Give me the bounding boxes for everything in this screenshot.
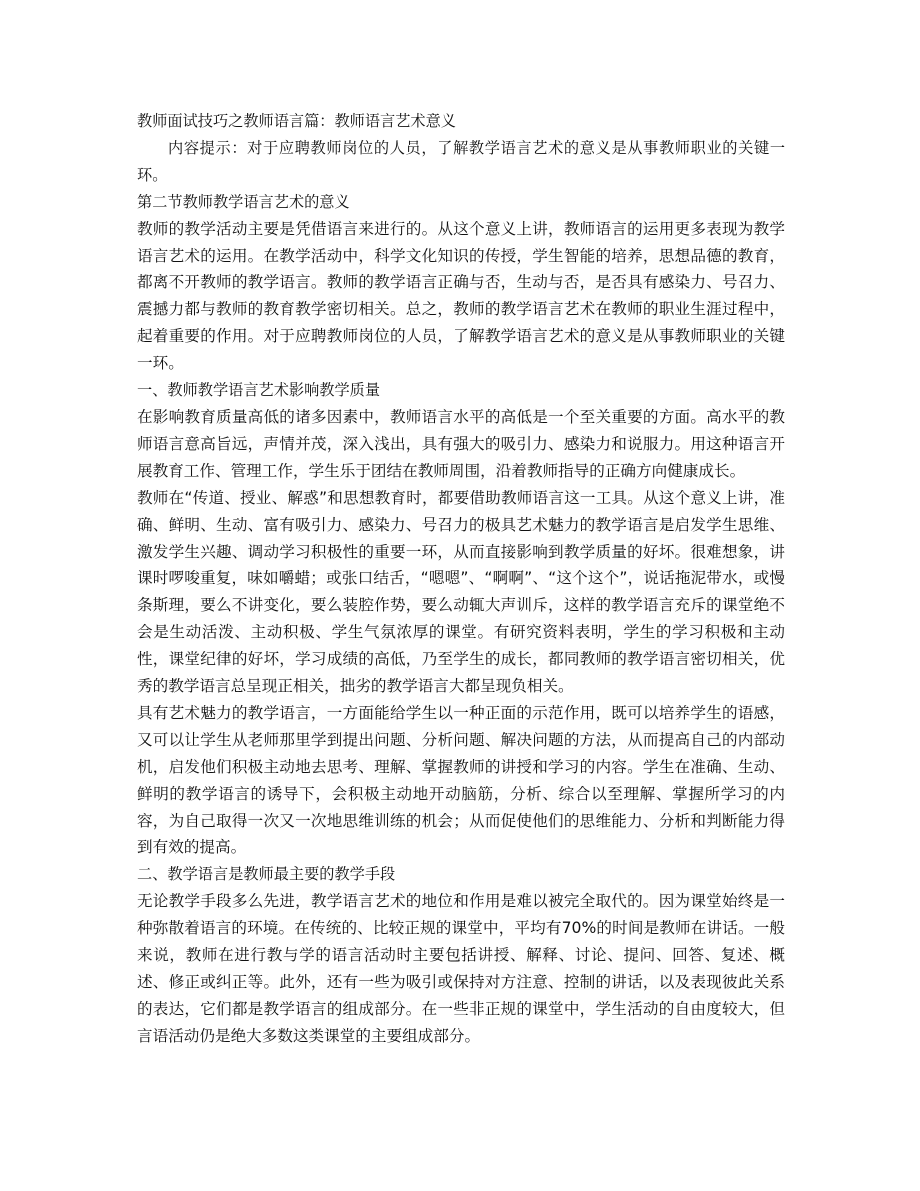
section-2-heading: 二、教学语言是教师最主要的教学手段: [137, 865, 396, 884]
content-summary: 内容提示：对于应聘教师岗位的人员，了解教学语言艺术的意义是从事教师职业的关键一环。: [137, 138, 785, 184]
section-2-paragraph-1: 无论教学手段多么先进，教学语言艺术的地位和作用是难以被完全取代的。因为课堂始终是一种弥散着语言的环境。在传统的、比较正规的课堂中，平均有70%的时间是教师在讲话。一般来说，教师在进行教与学的语言活动时主要包括讲授、解释、讨论、提问、回答、复述、概述、修正或纠正等。此外，还有一些为吸引或保持对方注意、控制的讲话，以及表现彼此关系的表达，它们都是教学语言的组成部分。在一些非正规的课堂中，学生活动的自由度较大，但言语活动仍是绝大多数这类课堂的主要组成部分。: [137, 892, 785, 1045]
document-body: [137, 108, 785, 1050]
section-1-paragraph-2: 教师在“传道、授业、解惑”和思想教育时，都要借助教师语言这一工具。从这个意义上讲，准确、鲜明、生动、富有吸引力、感染力、号召力的极具艺术魅力的教学语言是启发学生思维、激发学生兴趣、调动学习积极性的重要一环，从而直接影响到教学质量的好坏。很难想象，讲课时啰唆重复，味如嚼蜡；或张口结舌，“嗯嗯”、“啊啊”、“这个这个”，说话拖泥带水，或慢条斯理，要么不讲变化，要么装腔作势，要么动辄大声训斥，这样的教学语言充斥的课堂绝不会是生动活泼、主动积极、学生气氛浓厚的课堂。有研究资料表明，学生的学习积极和主动性，课堂纪律的好坏，学习成绩的高低，乃至学生的成长，都同教师的教学语言密切相关，优秀的教学语言总呈现正相关，拙劣的教学语言大都呈现负相关。: [137, 488, 785, 696]
document-title: 教师面试技巧之教师语言篇：教师语言艺术意义: [137, 112, 456, 130]
chapter-heading: 第二节教师教学语言艺术的意义: [137, 192, 350, 211]
intro-paragraph: 教师的教学活动主要是凭借语言来进行的。从这个意义上讲，教师语言的运用更多表现为教学语言艺术的运用。在教学活动中，科学文化知识的传授，学生智能的培养，思想品德的教育，都离不开教师的教学语言。教师的教学语言正确与否，生动与否，是否具有感染力、号召力、震撼力都与教师的教育教学密切相关。总之，教师的教学语言艺术在教师的职业生涯过程中，起着重要的作用。对于应聘教师岗位的人员，了解教学语言艺术的意义是从事教师职业的关键一环。: [137, 219, 785, 373]
section-1-heading: 一、教师教学语言艺术影响教学质量: [137, 381, 380, 400]
section-1-paragraph-3: 具有艺术魅力的教学语言，一方面能给学生以一种正面的示范作用，既可以培养学生的语感，又可以让学生从老师那里学到提出问题、分析问题、解决问题的方法，从而提高自己的内部动机，启发他们积极主动地去思考、理解、掌握教师的讲授和学习的内容。学生在准确、生动、鲜明的教学语言的诱导下，会积极主动地开动脑筋，分析、综合以至理解、掌握所学习的内容，为自己取得一次又一次地思维训练的机会；从而促使他们的思维能力、分析和判断能力得到有效的提高。: [137, 703, 785, 857]
section-1-paragraph-1: 在影响教育质量高低的诸多因素中，教师语言水平的高低是一个至关重要的方面。高水平的教师语言意高旨远，声情并茂，深入浅出，具有强大的吸引力、感染力和说服力。用这种语言开展教育工作、管理工作，学生乐于团结在教师周围，沿着教师指导的正确方向健康成长。: [137, 407, 785, 480]
